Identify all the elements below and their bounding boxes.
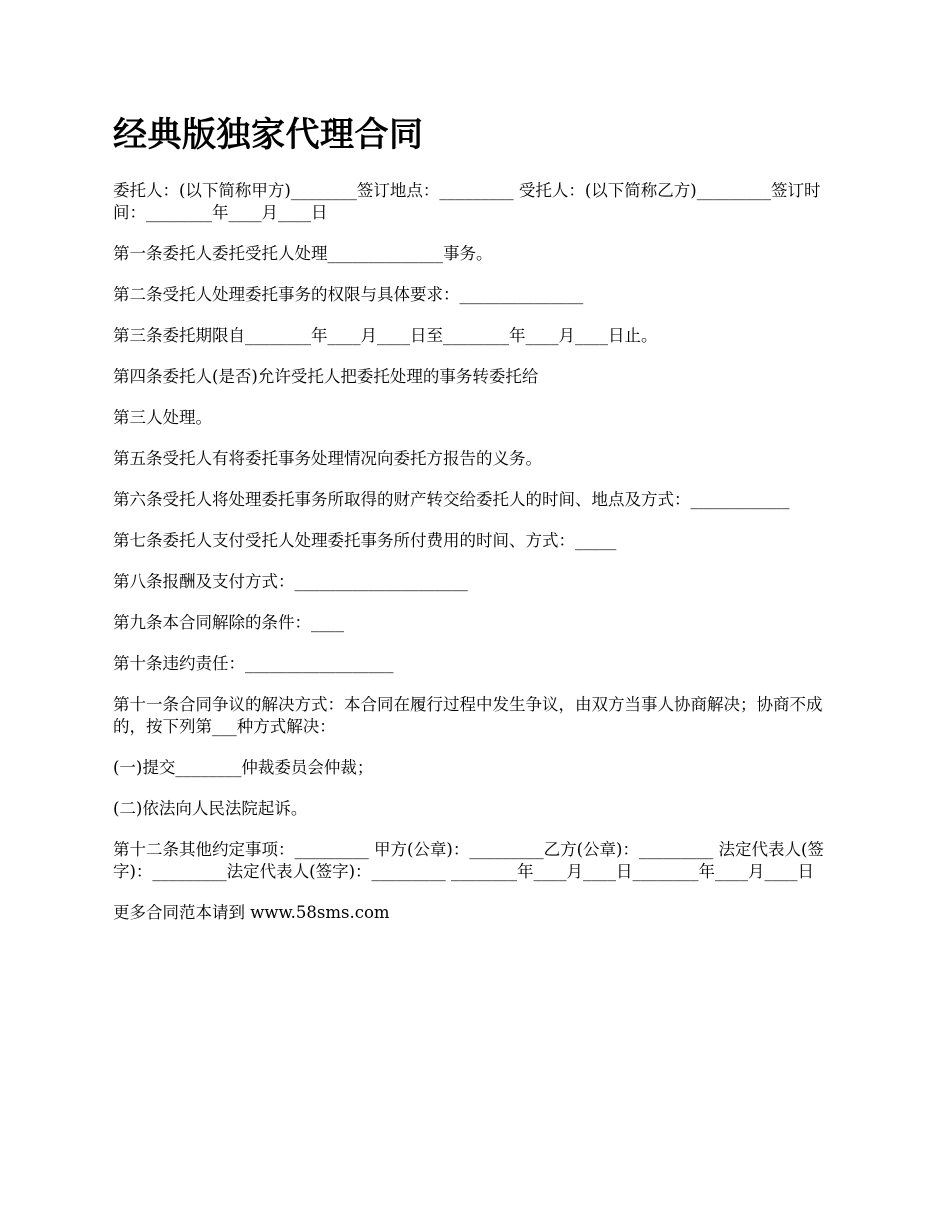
paragraph-footer-note: 更多合同范本请到 www.58sms.com <box>113 903 390 922</box>
paragraph-article-5: 第五条受托人有将委托事务处理情况向委托方报告的义务。 <box>113 449 542 468</box>
paragraph-article-9: 第九条本合同解除的条件：____ <box>113 613 344 632</box>
paragraph-article-7: 第七条委托人支付受托人处理委托事务所付费用的时间、方式：_____ <box>113 531 617 550</box>
paragraph-article-1: 第一条委托人委托受托人处理______________事务。 <box>113 244 493 263</box>
document-title: 经典版独家代理合同 <box>113 115 424 155</box>
paragraph-article-3: 第三条委托期限自________年____月____日至________年____月____日止。 <box>113 326 658 345</box>
paragraph-article-12: 第十二条其他约定事项：_________ 甲方(公章)：_________乙方(公章)：_________ 法定代表人(签字)：_________法定代表人(签字)：_________ ________年____月____日________年____月____日 <box>113 840 824 881</box>
paragraph-article-4: 第四条委托人(是否)允许受托人把委托处理的事务转委托给 <box>113 367 539 386</box>
paragraph-option-1: (一)提交________仲裁委员会仲裁； <box>113 758 374 777</box>
paragraph-article-6: 第六条受托人将处理委托事务所取得的财产转交给委托人的时间、地点及方式：____________ <box>113 490 790 509</box>
paragraph-article-10: 第十条违约责任：__________________ <box>113 654 394 673</box>
paragraph-article-8: 第八条报酬及支付方式：_____________________ <box>113 572 468 591</box>
paragraph-option-2: (二)依法向人民法院起诉。 <box>113 799 308 818</box>
document-body <box>113 180 838 943</box>
paragraph-article-4-cont: 第三人处理。 <box>113 408 212 427</box>
paragraph-article-11: 第十一条合同争议的解决方式：本合同在履行过程中发生争议，由双方当事人协商解决；协商不成的，按下列第___种方式解决： <box>113 695 823 736</box>
paragraph-parties: 委托人：(以下简称甲方)________签订地点：_________ 受托人：(以下简称乙方)_________签订时间：________年____月____日 <box>113 181 821 222</box>
paragraph-article-2: 第二条受托人处理委托事务的权限与具体要求：_______________ <box>113 285 584 304</box>
